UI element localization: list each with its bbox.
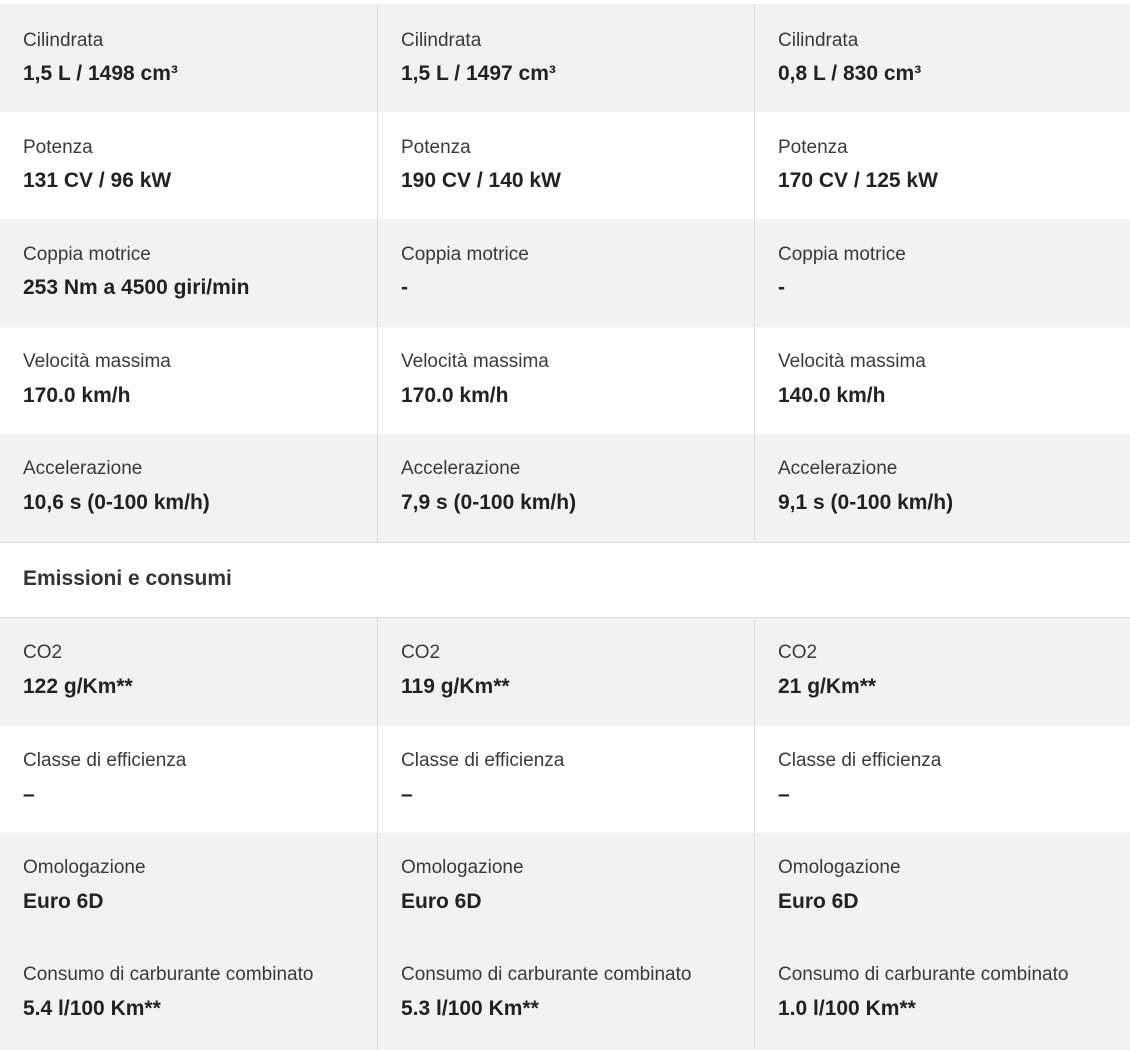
spec-value: 253 Nm a 4500 giri/min [23,276,250,299]
spec-cell [377,833,754,940]
spec-value: 0,8 L / 830 cm³ [778,62,922,85]
spec-value: 140.0 km/h [778,384,886,407]
spec-label: Consumo di carburante combinato [23,964,314,985]
spec-label: Classe di efficienza [778,750,942,771]
spec-label: Coppia motrice [778,244,906,265]
spec-row-torque [0,219,1130,327]
spec-row-displacement [0,4,1130,112]
spec-value: – [778,783,790,806]
spec-label: Omologazione [778,857,901,878]
spec-cell [377,112,754,219]
spec-value: 190 CV / 140 kW [401,169,561,192]
spec-cell [0,833,377,940]
spec-cell [377,940,754,1050]
spec-value: 21 g/Km** [778,675,877,698]
spec-cell [754,4,1130,112]
spec-row-acceleration [0,434,1130,542]
spec-cell [377,726,754,833]
spec-label: Consumo di carburante combinato [778,964,1069,985]
spec-cell [0,618,377,726]
spec-label: CO2 [23,642,63,663]
spec-row-efficiency-class [0,726,1130,833]
spec-value: - [778,276,785,299]
spec-value: 1,5 L / 1497 cm³ [401,62,556,85]
spec-value: - [401,276,408,299]
spec-cell [754,219,1130,327]
spec-cell [0,940,377,1050]
spec-label: Potenza [778,137,848,158]
spec-label: Classe di efficienza [23,750,187,771]
spec-cell [0,112,377,219]
spec-label: Cilindrata [23,30,104,51]
spec-row-power [0,112,1130,219]
spec-cell [754,940,1130,1050]
section-title: Emissioni e consumi [23,567,232,590]
spec-label: Accelerazione [401,458,521,479]
spec-row-fuel-consumption [0,940,1130,1050]
spec-cell [377,327,754,434]
spec-value: 170.0 km/h [23,384,131,407]
spec-label: Velocità massima [23,351,171,372]
spec-cell [754,434,1130,542]
spec-cell [754,618,1130,726]
spec-label: Omologazione [401,857,524,878]
spec-value: 131 CV / 96 kW [23,169,172,192]
spec-value: 170 CV / 125 kW [778,169,938,192]
spec-value: – [401,783,413,806]
spec-label: Coppia motrice [23,244,151,265]
spec-label: Omologazione [23,857,146,878]
spec-cell [0,327,377,434]
spec-value: Euro 6D [778,890,859,913]
spec-row-top-speed [0,327,1130,434]
spec-cell [377,4,754,112]
spec-cell [754,327,1130,434]
spec-label: CO2 [778,642,818,663]
spec-cell [377,434,754,542]
spec-value: 122 g/Km** [23,675,133,698]
spec-value: 170.0 km/h [401,384,509,407]
spec-value: 1.0 l/100 Km** [778,997,916,1020]
section-header-emissions [0,542,1130,618]
spec-label: Cilindrata [401,30,482,51]
spec-label: Classe di efficienza [401,750,565,771]
spec-value: 1,5 L / 1498 cm³ [23,62,178,85]
spec-label: Consumo di carburante combinato [401,964,692,985]
spec-cell [0,434,377,542]
spec-row-homologation [0,833,1130,940]
spec-label: Potenza [401,137,471,158]
spec-label: CO2 [401,642,441,663]
spec-value: 119 g/Km** [401,675,510,698]
spec-label: Accelerazione [778,458,898,479]
spec-value: Euro 6D [23,890,104,913]
spec-label: Velocità massima [401,351,549,372]
spec-cell [0,219,377,327]
spec-cell [754,726,1130,833]
spec-value: 10,6 s (0-100 km/h) [23,491,210,514]
spec-label: Cilindrata [778,30,859,51]
spec-value: 9,1 s (0-100 km/h) [778,491,954,514]
spec-value: 5.4 l/100 Km** [23,997,161,1020]
spec-label: Accelerazione [23,458,143,479]
spec-value: 5.3 l/100 Km** [401,997,539,1020]
spec-cell [0,726,377,833]
spec-label: Velocità massima [778,351,926,372]
spec-label: Potenza [23,137,93,158]
spec-label: Coppia motrice [401,244,529,265]
spec-cell [754,833,1130,940]
spec-cell [377,219,754,327]
spec-cell [0,4,377,112]
spec-cell [377,618,754,726]
spec-cell [754,112,1130,219]
spec-value: – [23,783,35,806]
spec-row-co2 [0,618,1130,726]
spec-value: 7,9 s (0-100 km/h) [401,491,577,514]
spec-value: Euro 6D [401,890,482,913]
